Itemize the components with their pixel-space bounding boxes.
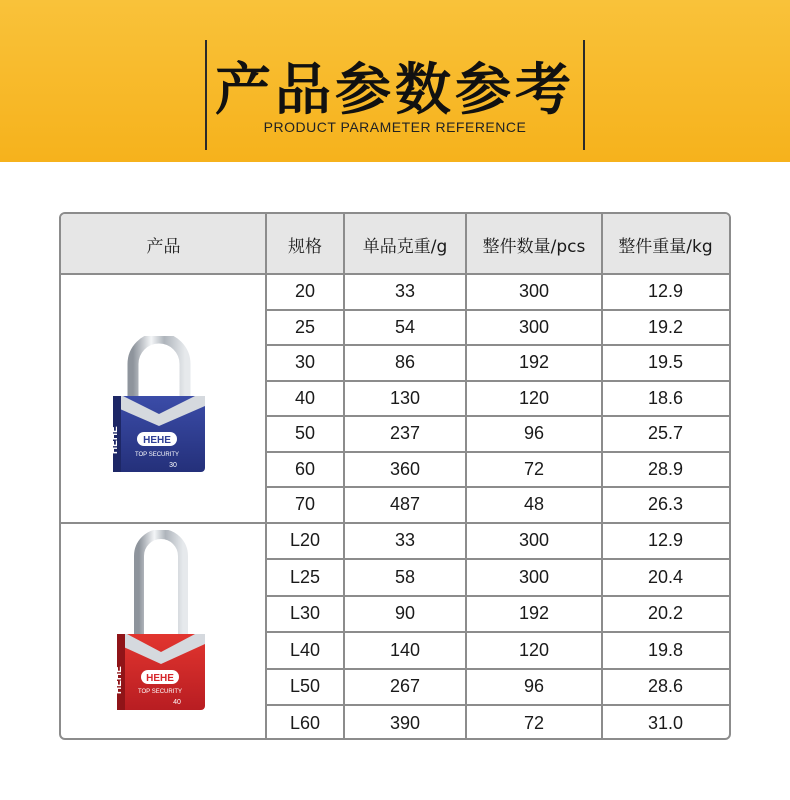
tagline: TOP SECURITY <box>134 452 180 458</box>
cell-unit-weight: 33 <box>394 530 416 551</box>
cell-carton-quantity: 96 <box>523 676 545 697</box>
cell-carton-quantity: 300 <box>518 566 550 587</box>
cell-spec: L25 <box>289 566 321 587</box>
cell-carton-quantity: 300 <box>518 316 550 337</box>
cell-spec: L50 <box>289 676 321 697</box>
cell-carton-weight: 28.6 <box>647 676 684 697</box>
blue-padlock-image <box>99 336 219 476</box>
cell-carton-weight: 12.9 <box>647 281 684 302</box>
cell-carton-quantity: 120 <box>518 639 550 660</box>
cell-spec: L60 <box>289 712 321 733</box>
cell-unit-weight: 58 <box>394 566 416 587</box>
tagline: TOP SECURITY <box>137 689 183 695</box>
long-shackle <box>139 534 183 640</box>
table-header-row <box>61 214 731 274</box>
page-subtitle: PRODUCT PARAMETER REFERENCE <box>263 119 527 135</box>
cell-carton-quantity: 192 <box>518 352 550 373</box>
cell-carton-weight: 25.7 <box>647 423 684 444</box>
cell-spec: 50 <box>294 423 316 444</box>
cell-unit-weight: 360 <box>389 458 421 479</box>
shackle <box>133 338 185 402</box>
brand-badge: HEHE <box>143 435 171 446</box>
cell-spec: 25 <box>294 316 316 337</box>
cell-unit-weight: 267 <box>389 676 421 697</box>
cell-unit-weight: 487 <box>389 494 421 515</box>
brand-vertical: HEHE <box>113 666 124 694</box>
size-mark: 40 <box>173 699 181 706</box>
cell-carton-weight: 20.4 <box>647 566 684 587</box>
cell-spec: L40 <box>289 639 321 660</box>
cell-carton-quantity: 72 <box>523 458 545 479</box>
brand-badge: HEHE <box>146 673 174 684</box>
parameter-table <box>59 212 731 740</box>
cell-carton-quantity: 72 <box>523 712 545 733</box>
column-header-spec: 规格 <box>288 236 322 257</box>
cell-unit-weight: 390 <box>389 712 421 733</box>
cell-unit-weight: 33 <box>394 281 416 302</box>
cell-unit-weight: 130 <box>389 387 421 408</box>
cell-carton-weight: 19.8 <box>647 639 684 660</box>
cell-spec: L20 <box>289 530 321 551</box>
cell-unit-weight: 140 <box>389 639 421 660</box>
column-header-carton-quantity: 整件数量/pcs <box>482 236 586 257</box>
cell-unit-weight: 86 <box>394 352 416 373</box>
cell-carton-quantity: 300 <box>518 530 550 551</box>
cell-carton-weight: 19.2 <box>647 316 684 337</box>
cell-spec: L30 <box>289 603 321 624</box>
cell-spec: 60 <box>294 458 316 479</box>
cell-carton-quantity: 192 <box>518 603 550 624</box>
cell-carton-weight: 19.5 <box>647 352 684 373</box>
page-title: 产品参数参考 <box>215 58 575 123</box>
cell-carton-weight: 18.6 <box>647 387 684 408</box>
cell-carton-quantity: 120 <box>518 387 550 408</box>
cell-spec: 70 <box>294 494 316 515</box>
cell-carton-weight: 28.9 <box>647 458 684 479</box>
cell-carton-weight: 20.2 <box>647 603 684 624</box>
cell-spec: 20 <box>294 281 316 302</box>
cell-spec: 40 <box>294 387 316 408</box>
column-header-carton-weight: 整件重量/kg <box>618 236 713 257</box>
red-padlock-image <box>101 530 221 720</box>
cell-carton-weight: 26.3 <box>647 494 684 515</box>
column-header-unit-weight: 单品克重/g <box>362 236 448 257</box>
cell-carton-weight: 12.9 <box>647 530 684 551</box>
cell-carton-weight: 31.0 <box>647 712 684 733</box>
cell-unit-weight: 54 <box>394 316 416 337</box>
column-header-product: 产品 <box>146 236 181 257</box>
brand-vertical: HEHE <box>109 426 120 454</box>
cell-carton-quantity: 300 <box>518 281 550 302</box>
cell-carton-quantity: 96 <box>523 423 545 444</box>
cell-unit-weight: 90 <box>394 603 416 624</box>
size-mark: 30 <box>169 462 177 469</box>
cell-spec: 30 <box>294 352 316 373</box>
title-banner <box>0 0 790 162</box>
cell-carton-quantity: 48 <box>523 494 545 515</box>
cell-unit-weight: 237 <box>389 423 421 444</box>
